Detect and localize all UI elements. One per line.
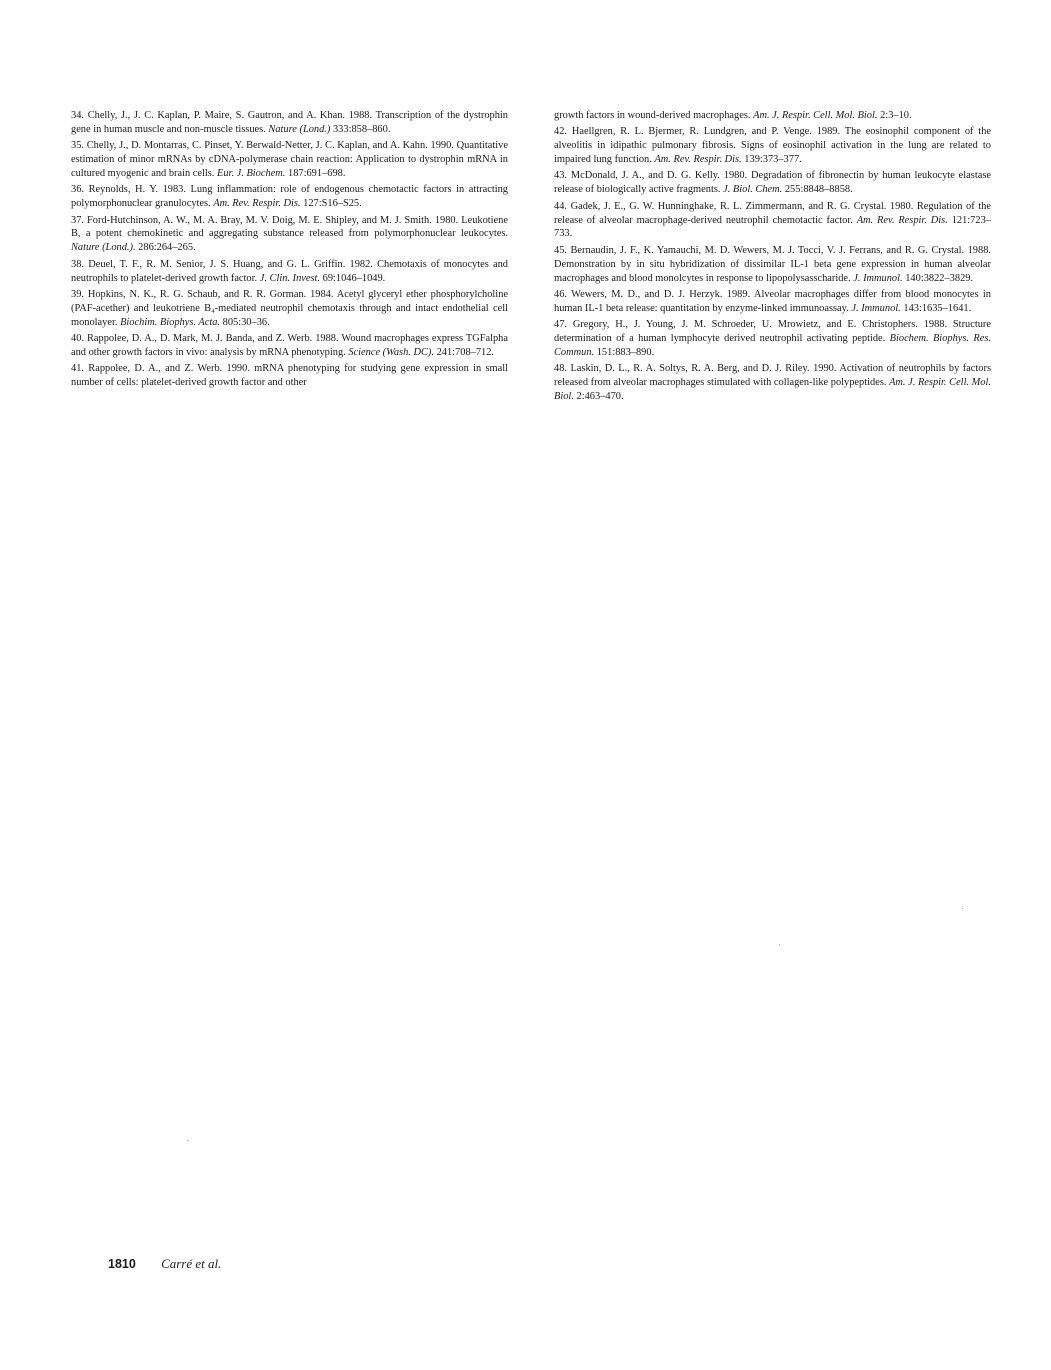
page-footer [108, 1256, 221, 1272]
reference-47: 47. Gregory, H., J. Young, J. M. Schroeder, U. Mrowietz, and E. Christophers. 1988. Structure determination of a human lymphocyte derived neutrophil activating peptide. Biochem. Biophys. Res. Commun. 151:883–890. [554, 319, 991, 358]
reference-38: 38. Deuel, T. F., R. M. Senior, J. S. Huang, and G. L. Griffin. 1982. Chemotaxis of monocytes and neutrophils to platelet-derived growth factor. J. Clin. Invest. 69:1046–1049. [71, 258, 508, 284]
scan-speck [779, 944, 780, 945]
reference-35: 35. Chelly, J., D. Montarras, C. Pinset, Y. Berwald-Netter, J. C. Kaplan, and A. Kahn. 1990. Quantitative estimation of minor mRNAs by cDNA-polymerase chain reaction: Application to dystrophin mRNA in cultured myogenic and brain cells. Eur. J. Biochem. 187:691–698. [71, 140, 508, 180]
reference-36: 36. Reynolds, H. Y. 1983. Lung inflammation: role of endogenous chemotactic factors in attracting polymorphonuclear granulocytes. Am. Rev. Respir. Dis. 127:S16–S25. [71, 184, 508, 210]
reference-46: 46. Wewers, M. D., and D. J. Herzyk. 1989. Alveolar macrophages differ from blood monocytes in human IL-1 beta release: quantitation by enzyme-linked immunoassay. J. Immunol. 143:1635–1641. [554, 288, 991, 314]
reference-41-continued: growth factors in wound-derived macrophages. Am. J. Respir. Cell. Mol. Biol. 2:3–10. [554, 110, 912, 121]
reference-43: 43. McDonald, J. A., and D. G. Kelly. 1980. Degradation of fibronectin by human leukocyte elastase release of biologically active fragments. J. Biol. Chem. 255:8848–8858. [554, 170, 991, 196]
reference-41: 41. Rappolee, D. A., and Z. Werb. 1990. mRNA phenotyping for studying gene expression in small number of cells: platelet-derived growth factor and other [71, 363, 509, 389]
reference-48: 48. Laskin, D. L., R. A. Soltys, R. A. Berg, and D. J. Riley. 1990. Activation of neutrophils by factors released from alveolar macrophages stimulated with collagen-like polypeptides. Am. J. Respir. Cell. Mol. Biol. 2:463–470. [554, 363, 991, 402]
page-number: 1810 [108, 1257, 136, 1271]
reference-34: 34. Chelly, J., J. C. Kaplan, P. Maire, S. Gautron, and A. Khan. 1988. Transcription of the dystrophin gene in human muscle and non-muscle tissues. Nature (Lond.) 333:858–860. [71, 110, 508, 135]
references-right-column [554, 109, 991, 406]
reference-39: 39. Hopkins, N. K., R. G. Schaub, and R. R. Gorman. 1984. Acetyl glyceryl ether phosphorylcholine (PAF-acether) and leukotriene B₄-mediated neutrophil chemotaxis through and intact endothelial cell monolayer. Biochim. Biophys. Acta. 805:30–36. [71, 288, 509, 328]
scan-speck [187, 1140, 188, 1141]
reference-40: 40. Rappolee, D. A., D. Mark, M. J. Banda, and Z. Werb. 1988. Wound macrophages express TGFalpha and other growth factors in vivo: analysis by mRNA phenotyping. Science (Wash. DC). 241:708–712. [71, 332, 508, 358]
references-left-column [71, 109, 508, 392]
reference-45: 45. Bernaudin, J. F., K. Yamauchi, M. D. Wewers, M. J. Tocci, V. J. Ferrans, and R. G. Crystal. 1988. Demonstration by in situ hybridization of dissimilar IL-1 beta gene expression in human alveolar macrophages and blood monolcytes in response to lipopolysasscharide. J. Immunol. 140:3822–3829. [554, 244, 991, 284]
reference-44: 44. Gadek, J. E., G. W. Hunninghake, R. L. Zimmermann, and R. G. Crystal. 1980. Regulation of the release of alveolar macrophage-derived neutrophil chemotactic factor. Am. Rev. Respir. Dis. 121:723–733. [554, 200, 991, 240]
reference-37: 37. Ford-Hutchinson, A. W., M. A. Bray, M. V. Doig, M. E. Shipley, and M. J. Smith. 1980. Leukotiene B, a potent chemokinetic and aggregating substance released from polymorphonuclear leukocytes. Nature (Lond.). 286:264–265. [71, 214, 508, 254]
reference-42: 42. Haellgren, R. L. Bjermer, R. Lundgren, and P. Venge. 1989. The eosinophil component of the alveolitis in idipathic pulmonary fibrosis. Signs of eosinophil activation in the lung are related to impaired lung function. Am. Rev. Respir. Dis. 139:373–377. [554, 126, 992, 166]
running-head: Carré et al. [161, 1256, 222, 1271]
scan-speck [962, 908, 963, 909]
